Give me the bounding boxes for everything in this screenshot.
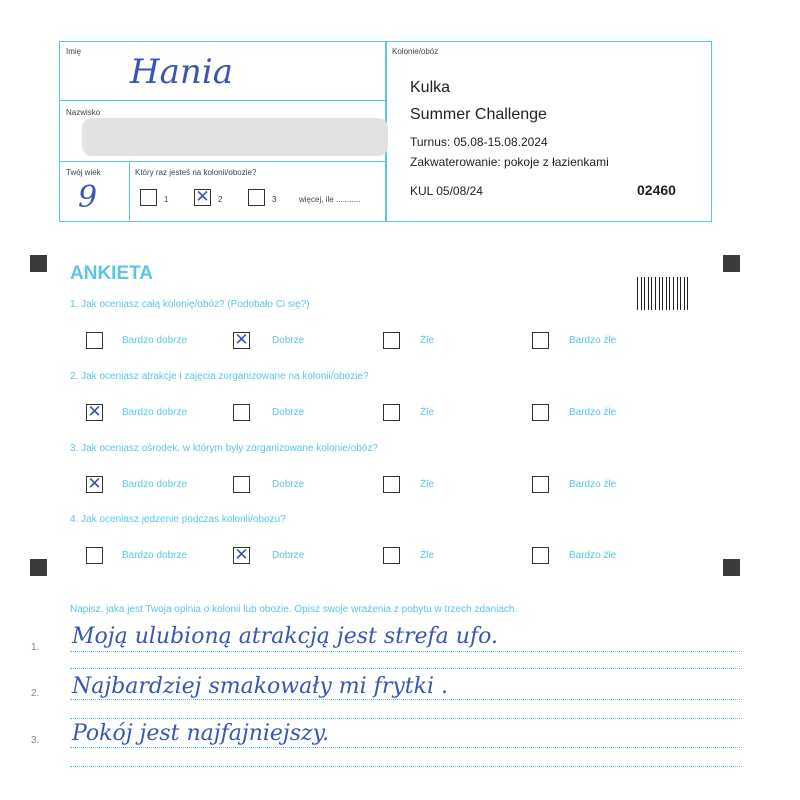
question-4-text: 4. Jak oceniasz jedzenie podczas kolonii/obozu? <box>70 514 286 525</box>
times-checkbox-2[interactable] <box>194 189 211 206</box>
barcode-bar <box>646 277 648 310</box>
question-1-text: 1. Jak oceniasz całą kolonię/obóz? (Podobało Ci się?) <box>70 299 310 310</box>
camp-name: Kulka <box>410 79 451 96</box>
q4-option-1-checkbox[interactable] <box>86 547 103 564</box>
barcode-bar <box>671 277 672 310</box>
times-label: Który raz jesteś na kolonii/obozie? <box>135 168 257 177</box>
opinion-line-2-text[interactable]: Najbardziej smakowały mi frytki . <box>72 674 448 699</box>
q2-option-1-label: Bardzo dobrze <box>122 407 188 418</box>
times-option-3: 3 <box>272 195 277 204</box>
barcode-bar <box>657 277 658 310</box>
registration-marker <box>723 559 740 576</box>
q3-option-3-checkbox[interactable] <box>383 476 400 493</box>
barcode-bar <box>689 277 690 310</box>
barcode-bar <box>642 277 643 310</box>
age-value: 9 <box>78 180 98 215</box>
q1-option-3-checkbox[interactable] <box>383 332 400 349</box>
camp-program: Summer Challenge <box>410 106 547 123</box>
name-label: Imię <box>66 47 82 56</box>
barcode-bar <box>669 277 670 310</box>
divider <box>129 161 130 220</box>
barcode-bar <box>651 277 652 310</box>
barcode-bar <box>637 277 638 310</box>
question-3-text: 3. Jak oceniasz ośrodek, w którym były zorganizowane kolonie/obóz? <box>70 443 378 454</box>
q3-option-2-checkbox[interactable] <box>233 476 250 493</box>
times-checkbox-1[interactable] <box>140 189 157 206</box>
registration-marker <box>723 255 740 272</box>
q4-option-4-label: Bardzo źle <box>569 550 617 561</box>
opinion-line-3-text[interactable]: Pokój jest najfajniejszy. <box>72 721 330 746</box>
barcode-bar <box>655 277 656 310</box>
q1-option-2-label: Dobrze <box>272 335 305 346</box>
q3-option-4-checkbox[interactable] <box>532 476 549 493</box>
barcode-bar <box>677 277 678 310</box>
x-mark-icon: ✕ <box>87 402 102 422</box>
q2-option-1-checkbox[interactable] <box>86 404 103 421</box>
q4-option-1-label: Bardzo dobrze <box>122 550 188 561</box>
q2-option-4-checkbox[interactable] <box>532 404 549 421</box>
opinion-prompt: Napisz, jaka jest Twoja opinia o kolonii lub obozie. Opisz swoje wrażenia z pobytu w trzech zdaniach. <box>70 604 518 615</box>
q2-option-2-label: Dobrze <box>272 407 305 418</box>
q3-option-3-label: Źle <box>420 479 434 490</box>
survey-title: ANKIETA <box>70 263 154 284</box>
camp-code: KUL 05/08/24 <box>410 184 483 198</box>
q3-option-1-label: Bardzo dobrze <box>122 479 188 490</box>
opinion-line-1-number: 1. <box>31 642 40 653</box>
opinion-line-3b-rule <box>70 766 742 767</box>
opinion-line-2b-rule <box>70 718 742 719</box>
form-number: 02460 <box>637 182 676 198</box>
barcode-bar <box>659 277 660 310</box>
barcode-bar <box>687 277 688 310</box>
q1-option-1-label: Bardzo dobrze <box>122 335 188 346</box>
barcode-bar <box>674 277 675 310</box>
barcode-bar <box>641 277 642 310</box>
q3-option-4-label: Bardzo źle <box>569 479 617 490</box>
barcode-bar <box>662 277 663 310</box>
q2-option-2-checkbox[interactable] <box>233 404 250 421</box>
surname-redaction <box>82 118 388 156</box>
q1-option-2-checkbox[interactable] <box>233 332 250 349</box>
q1-option-4-checkbox[interactable] <box>532 332 549 349</box>
question-2-text: 2. Jak oceniasz atrakcje i zajęcia zorganizowane na kolonii/obozie? <box>70 371 369 382</box>
turnus: Turnus: 05.08-15.08.2024 <box>410 135 548 149</box>
q1-option-3-label: Źle <box>420 335 434 346</box>
q4-option-2-checkbox[interactable] <box>233 547 250 564</box>
barcode-bar <box>661 277 662 310</box>
registration-marker <box>30 255 47 272</box>
opinion-line-1-text[interactable]: Moją ulubioną atrakcją jest strefa ufo. <box>72 624 498 649</box>
opinion-line-3-number: 3. <box>31 735 40 746</box>
x-mark-icon: ✕ <box>234 545 249 565</box>
q4-option-2-label: Dobrze <box>272 550 305 561</box>
barcode-bar <box>648 277 649 310</box>
barcode-bar <box>668 277 669 310</box>
barcode-bar <box>673 277 674 310</box>
registration-marker <box>30 559 47 576</box>
q4-option-3-checkbox[interactable] <box>383 547 400 564</box>
accommodation: Zakwaterowanie: pokoje z łazienkami <box>410 155 609 169</box>
q2-option-3-checkbox[interactable] <box>383 404 400 421</box>
opinion-line-1b-rule <box>70 668 742 669</box>
barcode-bar <box>678 277 679 310</box>
times-option-2: 2 <box>218 195 223 204</box>
opinion-line-2-rule <box>70 699 742 700</box>
barcode-bar <box>664 277 666 310</box>
times-option-1: 1 <box>164 195 169 204</box>
x-mark-icon: ✕ <box>87 474 102 494</box>
opinion-line-2-number: 2. <box>31 688 40 699</box>
q4-option-3-label: Źle <box>420 550 434 561</box>
barcode-bar <box>639 277 640 310</box>
x-mark-icon: ✕ <box>234 330 249 350</box>
q1-option-4-label: Bardzo źle <box>569 335 617 346</box>
age-label: Twój wiek <box>66 168 101 177</box>
barcode-bar <box>666 277 667 310</box>
q2-option-4-label: Bardzo źle <box>569 407 617 418</box>
q3-option-2-label: Dobrze <box>272 479 305 490</box>
q3-option-1-checkbox[interactable] <box>86 476 103 493</box>
q2-option-3-label: Źle <box>420 407 434 418</box>
opinion-line-3-rule <box>70 747 742 748</box>
times-option-more: więcej, ile ........... <box>299 195 361 204</box>
x-mark-icon: ✕ <box>195 187 210 207</box>
barcode-bar <box>653 277 654 310</box>
divider <box>59 100 386 101</box>
camp-label: Kolonie/obóz <box>392 47 439 56</box>
q1-option-1-checkbox[interactable] <box>86 332 103 349</box>
barcode-bar <box>644 277 645 310</box>
surname-label: Nazwisko <box>66 108 101 117</box>
barcode-bar <box>684 277 685 310</box>
divider <box>59 161 386 162</box>
name-value: Hania <box>130 52 233 92</box>
barcode <box>637 277 691 310</box>
barcode-bar <box>686 277 687 310</box>
opinion-line-1-rule <box>70 651 742 652</box>
times-checkbox-3[interactable] <box>248 189 265 206</box>
barcode-bar <box>650 277 651 310</box>
q4-option-4-checkbox[interactable] <box>532 547 549 564</box>
barcode-bar <box>682 277 683 310</box>
barcode-bar <box>680 277 682 310</box>
